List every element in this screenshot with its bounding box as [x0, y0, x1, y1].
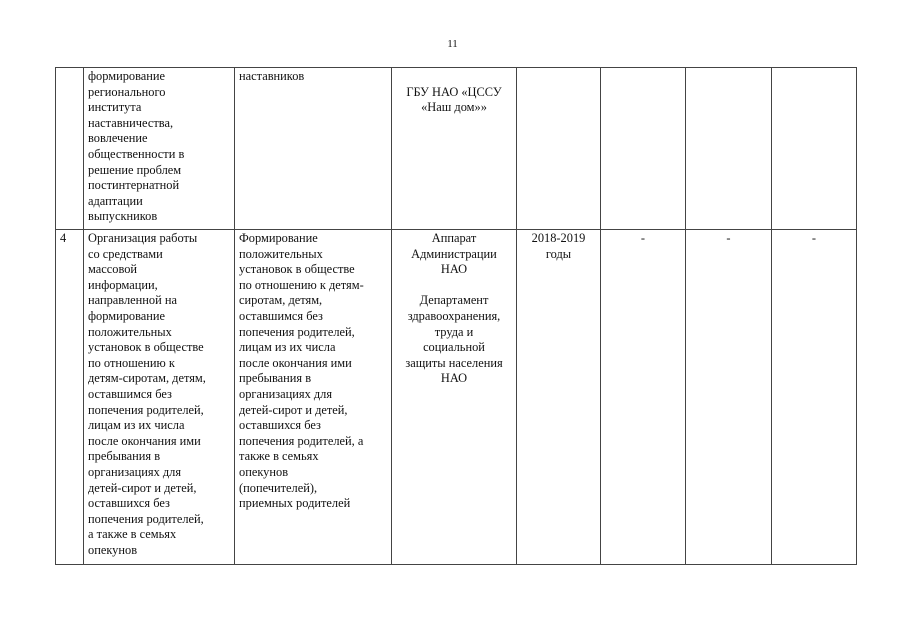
period-cell: 2018-2019 годы [517, 230, 601, 565]
plan-table [55, 67, 857, 565]
event-cell: формирование регионального института наставничества, вовлечение общественности в решение проблем постинтернатной адаптации выпускников [84, 68, 235, 230]
funding-cell [601, 68, 686, 230]
funding-cell [686, 68, 772, 230]
funding-cell [772, 68, 857, 230]
page-number: 11 [447, 38, 458, 50]
result-cell: наставников [235, 68, 392, 230]
event-cell: Организация работы со средствами массовой информации, направленной на формирование положительных установок в обществе по отношению к детям-сиротам, детям, оставшимся без попечения родителей, лицам из их числа после окончания ими пребывания в организациях для детей-сирот и детей, оставшихся без попечения родителей, а также в семьях опекунов [84, 230, 235, 565]
result-cell: Формирование положительных установок в обществе по отношению к детям- сиротам, детям, оставшимся без попечения родителей, лицам из их числа после окончания ими пребывания в организациях для детей-сирот и детей, оставшихся без попечения родителей, а также в семьях опекунов (попечителей), приемных родителей [235, 230, 392, 565]
row-number: 4 [56, 230, 84, 565]
table-row [56, 230, 857, 565]
row-number [56, 68, 84, 230]
responsible-cell: ГБУ НАО «ЦССУ «Наш дом»» [392, 68, 517, 230]
funding-cell: - [772, 230, 857, 565]
funding-cell: - [686, 230, 772, 565]
period-cell [517, 68, 601, 230]
table-row [56, 68, 857, 230]
responsible-cell: Аппарат Администрации НАО Департамент здравоохранения, труда и социальной защиты населения НАО [392, 230, 517, 565]
funding-cell: - [601, 230, 686, 565]
